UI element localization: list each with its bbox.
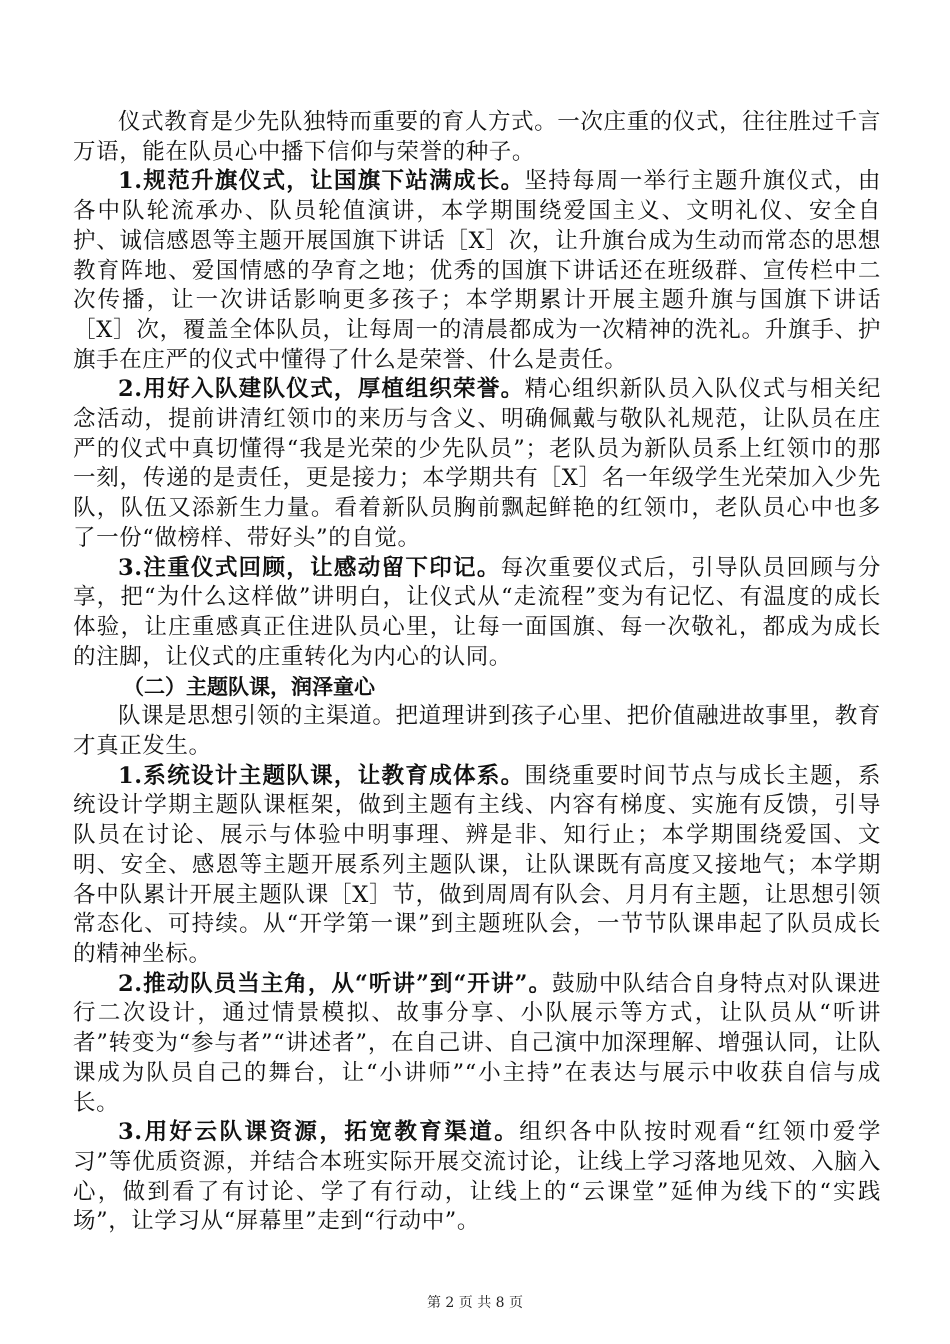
paragraph-class-intro: 队课是思想引领的主渠道。把道理讲到孩子心里、把价值融进故事里，教育才真正发生。	[73, 703, 881, 760]
section-heading: （二）主题队课，润泽童心	[123, 674, 375, 700]
paragraph-flag-ceremony: 1.规范升旗仪式，让国旗下站满成长。坚持每周一举行主题升旗仪式，由各中队轮流承办、队员轮值演讲，本学期围绕爱国主义、文明礼仪、安全自护、诚信感恩等主题开展国旗下讲话［X］次，让升旗台成为生动而常态的思想教育阵地、爱国情感的孕育之地；优秀的国旗下讲话还在班级群、宣传栏中二次传播，让一次讲话影响更多孩子；本学期累计开展主题升旗与国旗下讲话［X］次，覆盖全体队员，让每周一的清晨都成为一次精神的洗礼。升旗手、护旗手在庄严的仪式中懂得了什么是荣誉、什么是责任。	[73, 168, 881, 373]
paragraph-class-design: 1.系统设计主题队课，让教育成体系。围绕重要时间节点与成长主题，系统设计学期主题队课框架，做到主题有主线、内容有梯度、实施有反馈，引导队员在讨论、展示与体验中明事理、辨是非、知行止；本学期围绕爱国、文明、安全、感恩等主题开展系列主题队课，让队课既有高度又接地气；本学期各中队累计开展主题队课［X］节，做到周周有队会、月月有主题，让思想引领常态化、可持续。从“开学第一课”到主题班队会，一节节队课串起了队员成长的精神坐标。	[73, 762, 881, 967]
page-footer: 第 2 页 共 8 页	[426, 1295, 524, 1311]
paragraph-joining-ceremony: 2.用好入队建队仪式，厚植组织荣誉。精心组织新队员入队仪式与相关纪念活动，提前讲清红领巾的来历与含义、明确佩戴与敬队礼规范，让队员在庄严的仪式中真切懂得“我是光荣的少先队员”；老队员为新队员系上红领巾的那一刻，传递的是责任，更是接力；本学期共有［X］名一年级学生光荣加入少先队，队伍又添新生力量。看着新队员胸前飘起鲜艳的红领巾，老队员心中也多了一份“做榜样、带好头”的自觉。	[73, 376, 881, 551]
paragraph-ceremony-review: 3.注重仪式回顾，让感动留下印记。每次重要仪式后，引导队员回顾与分享，把“为什么这样做”讲明白，让仪式从“走流程”变为有记忆、有温度的成长体验，让庄重感真正住进队员心里，让每一面国旗、每一次敬礼，都成为成长的注脚，让仪式的庄重转化为内心的认同。	[73, 554, 881, 670]
paragraph-lead: 1.规范升旗仪式，让国旗下站满成长。	[118, 168, 525, 195]
paragraph-lead: 1.系统设计主题队课，让教育成体系。	[118, 762, 525, 789]
paragraph-lead: 3.注重仪式回顾，让感动留下印记。	[118, 554, 501, 581]
paragraph-lead: 2.推动队员当主角，从“听讲”到“开讲”。	[118, 970, 552, 997]
paragraph-lead: 2.用好入队建队仪式，厚植组织荣誉。	[118, 376, 525, 403]
paragraph-lead: 3.用好云队课资源，拓宽教育渠道。	[118, 1119, 520, 1146]
paragraph-intro: 仪式教育是少先队独特而重要的育人方式。一次庄重的仪式，往往胜过千言万语，能在队员心中播下信仰与荣誉的种子。	[73, 109, 881, 165]
paragraph-students-lead: 2.推动队员当主角，从“听讲”到“开讲”。鼓励中队结合自身特点对队课进行二次设计，通过情景模拟、故事分享、小队展示等方式，让队员从“听讲者”转变为“参与者”“讲述者”，在自己讲、自己演中加深理解、增强认同，让队课成为队员自己的舞台，让“小讲师”“小主持”在表达与展示中收获自信与成长。	[73, 970, 881, 1116]
document-body	[73, 108, 881, 1237]
paragraph-cloud-class: 3.用好云队课资源，拓宽教育渠道。组织各中队按时观看“红领巾爱学习”等优质资源，并结合本班实际开展交流讨论，让线上学习落地见效、入脑入心，做到看了有讨论、学了有行动，让线上的“云课堂”延伸为线下的“实践场”，让学习从“屏幕里”走到“行动中”。	[73, 1119, 881, 1235]
